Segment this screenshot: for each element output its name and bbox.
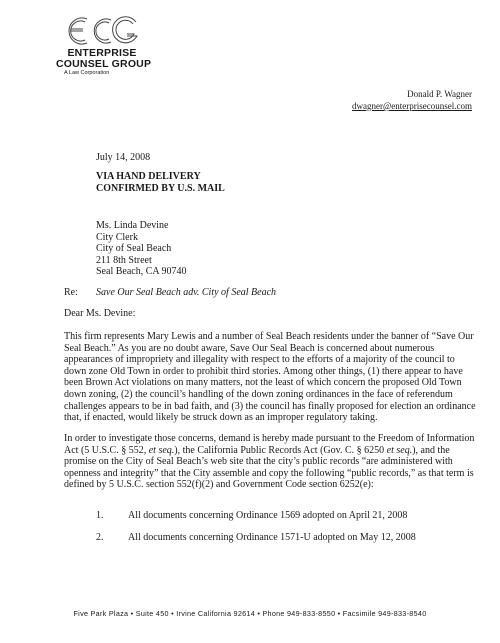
para2-citation: et seq. — [148, 444, 175, 456]
re-subject: Save Our Seal Beach adv. City of Seal Beach — [96, 287, 277, 298]
list-item-text: All documents concerning Ordinance 1569 adopted on April 21, 2008 — [128, 510, 408, 521]
body-paragraph-2 — [64, 433, 476, 491]
sender-name: Donald P. Wagner — [407, 89, 472, 99]
firm-subline: A Law Corporation — [64, 70, 110, 76]
recipient-org: City of Seal Beach — [96, 243, 172, 255]
para2-citation: et seq. — [386, 444, 413, 456]
list-number: 1. — [96, 510, 104, 521]
recipient-city: Seal Beach, CA 90740 — [96, 266, 187, 278]
recipient-address — [96, 220, 187, 278]
delivery-line1: VIA HAND DELIVERY — [96, 171, 201, 182]
sender-block — [352, 88, 472, 112]
para2-text: ), the California Public Records Act (Gov. C. § 6250 — [174, 444, 387, 456]
recipient-title: City Clerk — [96, 231, 138, 243]
list-number: 2. — [96, 532, 104, 543]
body-paragraph-1: This firm represents Mary Lewis and a number of Seal Beach residents under the banner of “Save Our Seal Beach.” As you are no doubt aware, Save Our Seal Beach is concerned about numerous appearances of impropriety and illegality with respect to the efforts of a majority of the council to down zone Old Town in order to prohibit third stories. Among other things, (1) there appear to have been Brown Act violations on many matters, not the least of which concern the proposed Old Town down zoning, (2) the council’s handling of the down zoning ordinances in the face of referendum challenges appears to be in bad faith, and (3) the council has finally proposed for election an ordinance that, if enacted, would likely be struck down as an improper regulatory taking. — [64, 331, 476, 424]
delivery-line2: CONFIRMED BY U.S. MAIL — [96, 182, 225, 194]
sender-email: dwagner@enterprisecounsel.com — [352, 101, 472, 111]
list-item-text: All documents concerning Ordinance 1571-U adopted on May 12, 2008 — [128, 532, 416, 543]
ecg-logo-icon — [63, 14, 141, 48]
delivery-method — [96, 171, 225, 194]
recipient-street: 211 8th Street — [96, 254, 152, 266]
re-label: Re: — [64, 287, 78, 298]
para2-text: ), and the promise on the City of Seal Beach’s web site that the city’s public records “are administered with openness and integrity” that the City assemble and copy the following “public records,” as that term is defined by 5 U.S.C. section 552(f)(2) and Government Code section 6252(e): — [64, 444, 474, 491]
firm-name-line1: ENTERPRISE — [67, 47, 137, 59]
letter-date: July 14, 2008 — [96, 152, 151, 163]
letterhead-logo — [56, 14, 152, 77]
para2-text: In order to investigate those concerns, demand is hereby made pursuant to the Freedom of Information Act (5 U.S.C. § 552, — [64, 433, 475, 456]
firm-name-line2: COUNSEL GROUP — [56, 58, 152, 70]
salutation: Dear Ms. Devine: — [64, 308, 136, 319]
letterhead-footer: Five Park Plaza • Suite 450 • Irvine California 92614 • Phone 949-833-8550 • Facsimile 949-833-8540 — [73, 609, 427, 618]
recipient-name: Ms. Linda Devine — [96, 220, 169, 231]
